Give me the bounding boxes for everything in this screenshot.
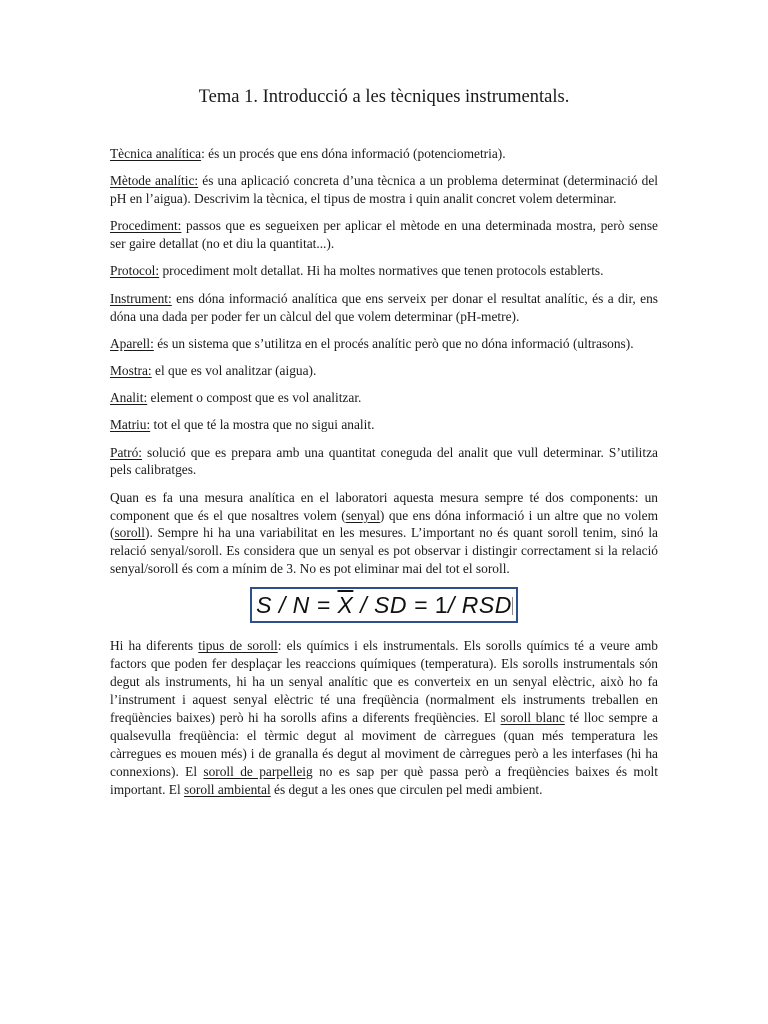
definition-term: Patró: <box>110 444 142 460</box>
term-soroll: soroll <box>114 525 145 541</box>
term-tipus-de-soroll: tipus de soroll <box>198 638 278 654</box>
definition-text: procediment molt detallat. Hi ha moltes normatives que tenen protocols establerts. <box>159 263 604 279</box>
term-soroll-ambiental: soroll ambiental <box>184 781 271 797</box>
definition-term: Matriu: <box>110 417 151 433</box>
definition-term: Protocol: <box>110 263 160 279</box>
definition-item <box>110 444 658 480</box>
term-soroll-blanc: soroll blanc <box>500 710 565 726</box>
page-title: Tema 1. Introducció a les tècniques instrumentals. <box>198 87 570 107</box>
x-bar: $\overline{X}$ <box>337 591 354 618</box>
definition-text: és una aplicació concreta d’una tècnica a un problema determinat (determinació del pH en l’aigua). Descrivim la tècnica, el tipus de mostra i quin analit concret volem determinar. <box>110 173 658 207</box>
definitions-list <box>110 145 658 479</box>
definition-item <box>110 145 658 163</box>
definition-term: Analit: <box>110 390 148 406</box>
definition-term: Procediment: <box>110 218 182 234</box>
definition-term: Mostra: <box>110 362 152 378</box>
snr-formula-box <box>250 587 518 623</box>
definition-text: és un sistema que s’utilitza en el procés analític però que no dóna informació (ultrasons). <box>153 335 634 351</box>
term-senyal: senyal <box>345 507 380 523</box>
definition-item <box>110 290 658 326</box>
definition-term: Mètode analític: <box>110 173 199 189</box>
definition-item <box>110 362 658 380</box>
noise-types-paragraph: Hi ha diferents tipus de soroll: els químics i els instrumentals. Els sorolls químics té a veure amb factors que poden fer desplaçar les reaccions químiques (temperatura). Els sorolls instrumentals són degut als instruments, hi ha un senyal analític que es converteix en un senyal elèctric, això ho fa l’instrument i aquest senyal elèctric té una freqüència (normalment els instruments treballen en freqüències baixes) però hi ha sorolls afins a diferents freqüències. El soroll blanc té lloc sempre a qualsevulla freqüència: el tèrmic degut al moviment de càrregues (quan més temperatura les càrregues es mouen més) i de granalla és degut al moviment de càrregues però a les interfases (hi ha connexions). El soroll de parpelleig no es sap per què passa però a freqüències baixes és molt important. El soroll ambiental és degut a les ones que circulen pel medi ambient. <box>110 638 659 797</box>
signal-noise-paragraph: Quan es fa una mesura analítica en el laboratori aquesta mesura sempre té dos components: un component que és el que nosaltres volem (senyal) que ens dóna informació i un altre que no volem (soroll). Sempre hi ha una variabilitat en les mesures. L’important no és quant soroll tenim, sinó la relació senyal/soroll. Es considera que un senyal es pot observar i distingir correctament si la relació senyal/soroll és com a mínim de 3. No es pot eliminar mai del tot el soroll. <box>110 489 658 577</box>
definition-term: Aparell: <box>110 335 154 351</box>
document-body <box>110 145 658 799</box>
definition-text: element o compost que es vol analitzar. <box>147 390 362 406</box>
definition-text: solució que es prepara amb una quantitat coneguda del analit que vull determinar. S’utilitza pels calibratges. <box>110 444 658 478</box>
definition-text: passos que es segueixen per aplicar el mètode en una determinada mostra, però sense ser gaire detallat (no et diu la quantitat...). <box>110 218 658 252</box>
definition-item <box>110 416 658 434</box>
definition-item <box>110 389 658 407</box>
term-soroll-de-parpelleig: soroll de parpelleig <box>203 763 313 779</box>
definition-text: ens dóna informació analítica que ens serveix per donar el resultat analític, és a dir, ens dóna una dada per poder fer un càlcul del que volem determinar (pH-metre). <box>110 290 658 324</box>
snr-formula: $S / N = \overline{X}$ / SD = 1/ RSD <box>256 591 512 618</box>
definition-text: : és un procés que ens dóna informació (potenciometria). <box>201 146 506 161</box>
definition-term: Instrument: <box>110 290 172 306</box>
definition-text: tot el que té la mostra que no sigui analit. <box>150 417 375 433</box>
text-cursor <box>512 597 513 615</box>
definition-item <box>110 335 658 353</box>
definition-term: Tècnica analítica <box>110 146 202 161</box>
definition-item <box>110 217 658 253</box>
definition-item <box>110 172 658 208</box>
definition-item <box>110 262 658 280</box>
definition-text: el que es vol analitzar (aigua). <box>151 362 317 378</box>
